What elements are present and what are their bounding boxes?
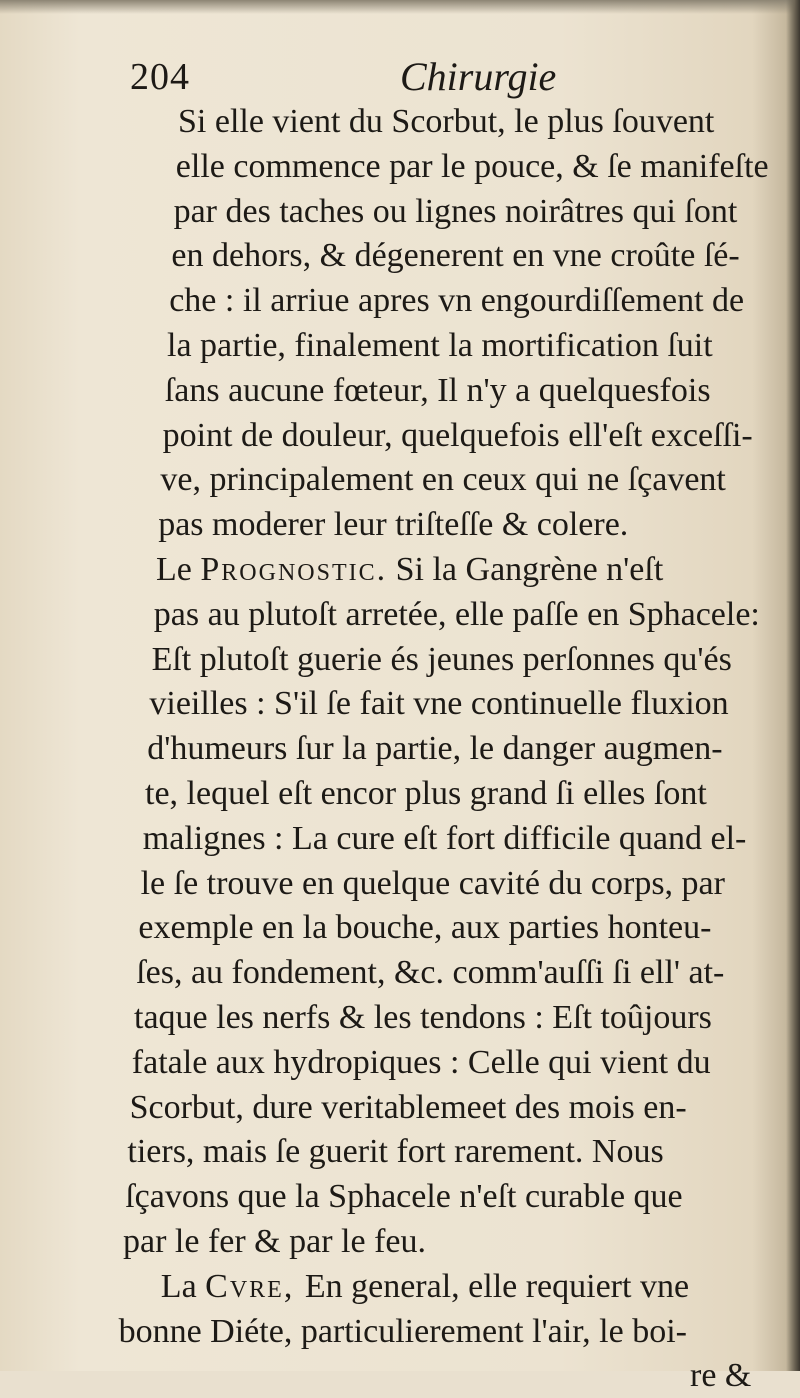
text-line: Scorbut, dure veritablemeet des mois en-: [129, 1088, 687, 1126]
page-number: 204: [130, 56, 190, 98]
text-line: tiers, mais ſe guerit fort rarement. Nous: [127, 1133, 664, 1171]
text-line: point de douleur, quelquefois ell'eſt exceſſi-: [162, 416, 753, 454]
text-line: taque les nerfs & les tendons : Eſt toûjours: [134, 999, 712, 1036]
cure-lead: La: [160, 1267, 206, 1305]
text-line: malignes : La cure eſt fort difficile quand el-: [142, 819, 747, 857]
cure-paragraph-start: [161, 1265, 689, 1309]
text-line: le ſe trouve en quelque cavité du corps, par: [140, 864, 725, 902]
text-line: te, lequel eſt encor plus grand ſi elles ſont: [145, 775, 707, 812]
text-line: la partie, finalement la mortification ſuit: [167, 327, 713, 364]
text-line: ſçavons que la Sphacele n'eſt curable que: [125, 1178, 683, 1216]
text-line: ve, principalement en ceux qui ne ſçavent: [160, 461, 726, 499]
catchword: re &: [690, 1357, 752, 1395]
text-line: Si la Gangrène n'eſt: [395, 551, 664, 588]
binding-edge: [786, 0, 800, 1371]
text-line: elle commence par le pouce, & ſe manifeſte: [175, 147, 769, 185]
text-line: par le fer & par le feu.: [123, 1223, 426, 1260]
text-line: fatale aux hydropiques : Celle qui vient du: [131, 1043, 711, 1081]
text-line: Eſt plutoſt guerie és jeunes perſonnes qu'és: [151, 640, 732, 678]
text-line: ſans aucune fœteur, Il n'y a quelquesfois: [164, 371, 711, 409]
text-line: d'humeurs ſur la partie, le danger augmen-: [147, 730, 723, 768]
text-line: vieilles : S'il ſe fait vne continuelle fluxion: [149, 685, 729, 723]
text-line: exemple en la bouche, aux parties honteu-: [138, 909, 712, 947]
text-line: pas moderer leur triſteſſe & colere.: [158, 506, 629, 544]
text-line: en dehors, & dégenerent en vne croûte ſé-: [171, 237, 740, 275]
text-line: Si elle vient du Scorbut, le plus ſouvent: [178, 103, 715, 140]
running-head: Chirurgie: [400, 54, 557, 99]
page-top-shadow: [0, 0, 800, 14]
text-line: En general, elle requiert vne: [304, 1267, 690, 1305]
prognostic-lead: Le: [156, 551, 192, 588]
text-line: pas au plutoſt arretée, elle paſſe en Sphacele:: [153, 595, 760, 633]
prognostic-heading: Prognostic.: [200, 551, 388, 588]
text-line: che : il arriue apres vn engourdiſſement de: [169, 282, 745, 320]
text-line: par des taches ou lignes noirâtres qui ſont: [173, 192, 738, 230]
cure-heading: Cvre,: [205, 1267, 305, 1305]
text-line: bonne Diéte, particulierement l'air, le boi-: [118, 1312, 687, 1350]
prognostic-paragraph-start: [156, 548, 663, 592]
text-line: ſes, au fondement, &c. comm'auſſi ſi ell' at-: [136, 954, 725, 992]
